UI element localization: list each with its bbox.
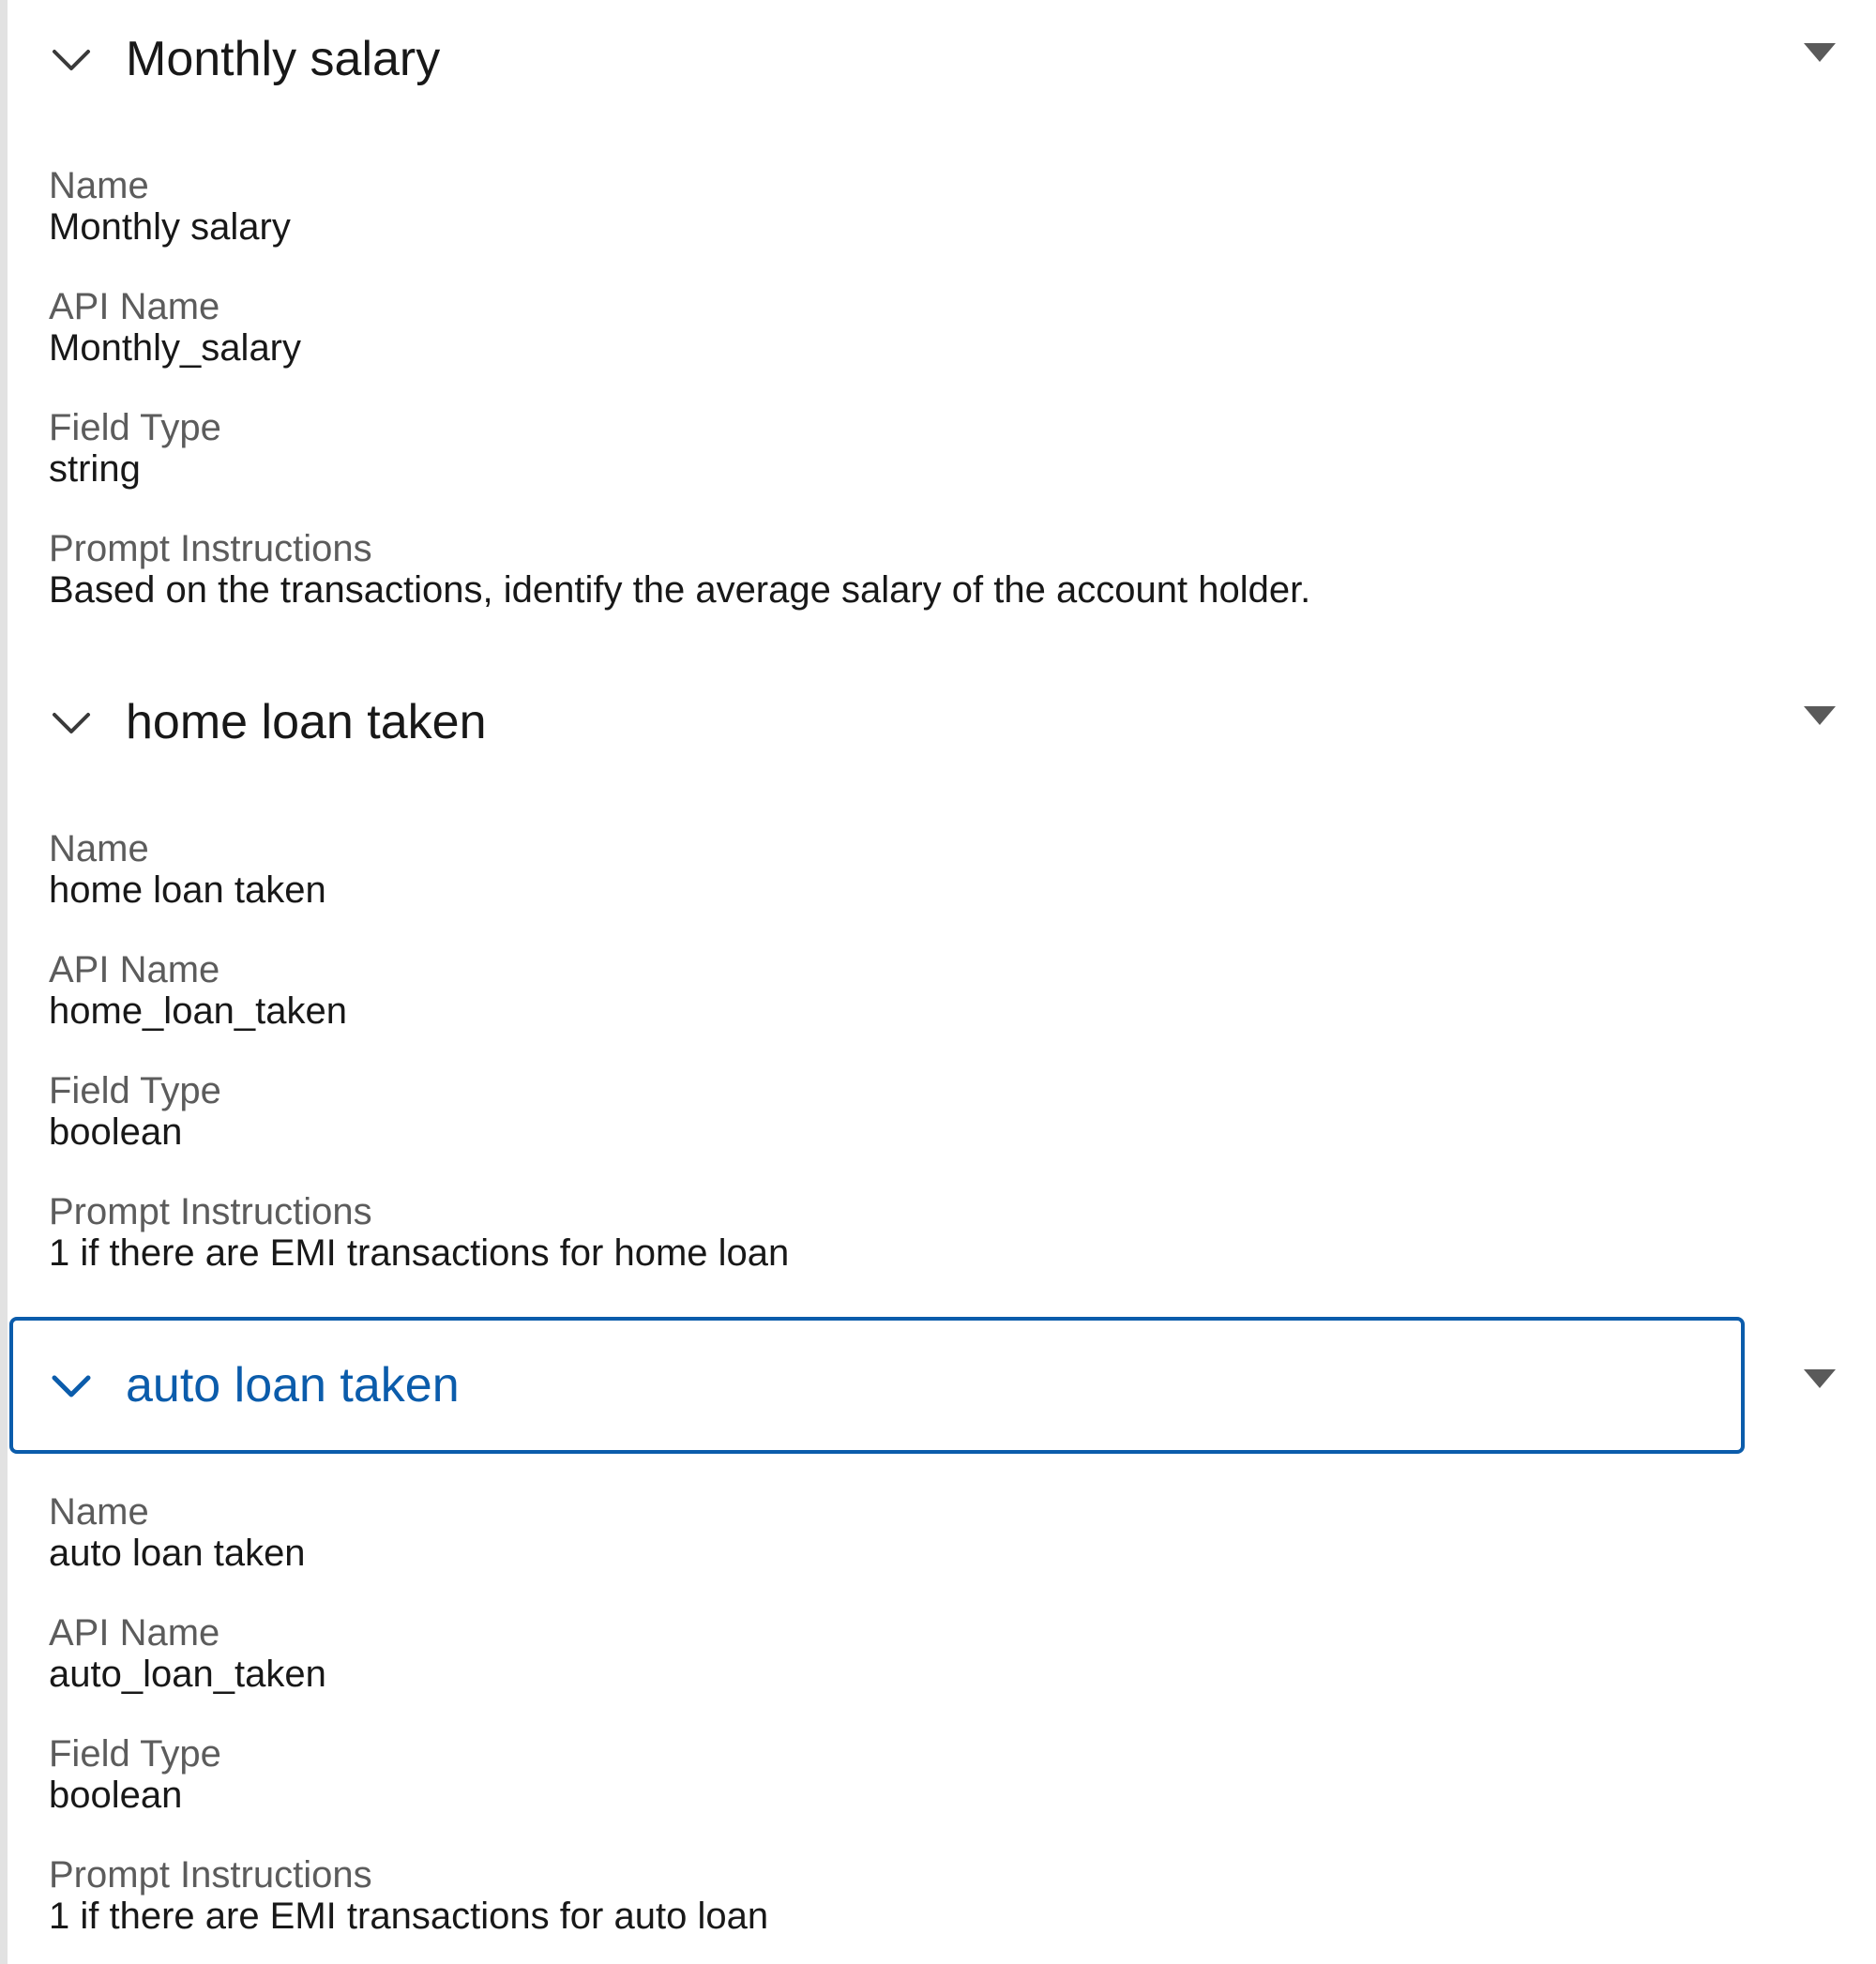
field-api-name (49, 286, 1831, 369)
field-field-type (49, 407, 1831, 490)
section-header[interactable] (9, 654, 1745, 791)
field-label: Name (49, 828, 149, 869)
section-title: Monthly salary (126, 32, 441, 86)
field-name (49, 1491, 1831, 1574)
field-label: API Name (49, 949, 220, 990)
field-label: API Name (49, 286, 220, 327)
section-title: home loan taken (126, 695, 487, 749)
chevron-down-icon (51, 702, 92, 743)
field-label: Prompt Instructions (49, 528, 372, 569)
field-label: Name (49, 1491, 149, 1533)
section-menu-button[interactable] (1792, 26, 1848, 83)
section-menu-button[interactable] (1792, 689, 1848, 746)
field-prompt-instructions (49, 1854, 1831, 1937)
chevron-down-icon (51, 38, 92, 80)
field-api-name (49, 1612, 1831, 1695)
field-label: Prompt Instructions (49, 1854, 372, 1896)
field-name (49, 828, 1831, 911)
field-label: Field Type (49, 407, 221, 448)
field-value: boolean (49, 1111, 183, 1153)
field-value: auto loan taken (49, 1533, 306, 1574)
field-prompt-instructions (49, 528, 1831, 611)
field-label: Field Type (49, 1733, 221, 1775)
section-title: auto loan taken (126, 1358, 460, 1413)
field-label: API Name (49, 1612, 220, 1654)
chevron-down-icon (51, 1365, 92, 1406)
field-field-type (49, 1733, 1831, 1816)
caret-down-icon (1804, 1369, 1836, 1390)
field-name (49, 165, 1831, 248)
field-value: boolean (49, 1775, 183, 1816)
field-value: home loan taken (49, 869, 326, 911)
field-value: home_loan_taken (49, 990, 348, 1032)
section-header[interactable] (9, 0, 1745, 128)
field-value: 1 if there are EMI transactions for auto loan (49, 1896, 769, 1937)
caret-down-icon (1804, 43, 1836, 64)
field-label: Name (49, 165, 149, 206)
section-menu-button[interactable] (1792, 1352, 1848, 1409)
section-header[interactable] (9, 1317, 1745, 1454)
caret-down-icon (1804, 706, 1836, 727)
field-value: Based on the transactions, identify the average salary of the account holder. (49, 569, 1311, 611)
panel-left-border (0, 0, 8, 1964)
field-value: Monthly_salary (49, 327, 302, 369)
field-prompt-instructions (49, 1191, 1831, 1274)
field-field-type (49, 1070, 1831, 1153)
field-api-name (49, 949, 1831, 1032)
field-value: string (49, 448, 141, 490)
field-label: Prompt Instructions (49, 1191, 372, 1232)
field-label: Field Type (49, 1070, 221, 1111)
field-value: auto_loan_taken (49, 1654, 326, 1695)
field-value: 1 if there are EMI transactions for home loan (49, 1232, 790, 1274)
field-value: Monthly salary (49, 206, 291, 248)
